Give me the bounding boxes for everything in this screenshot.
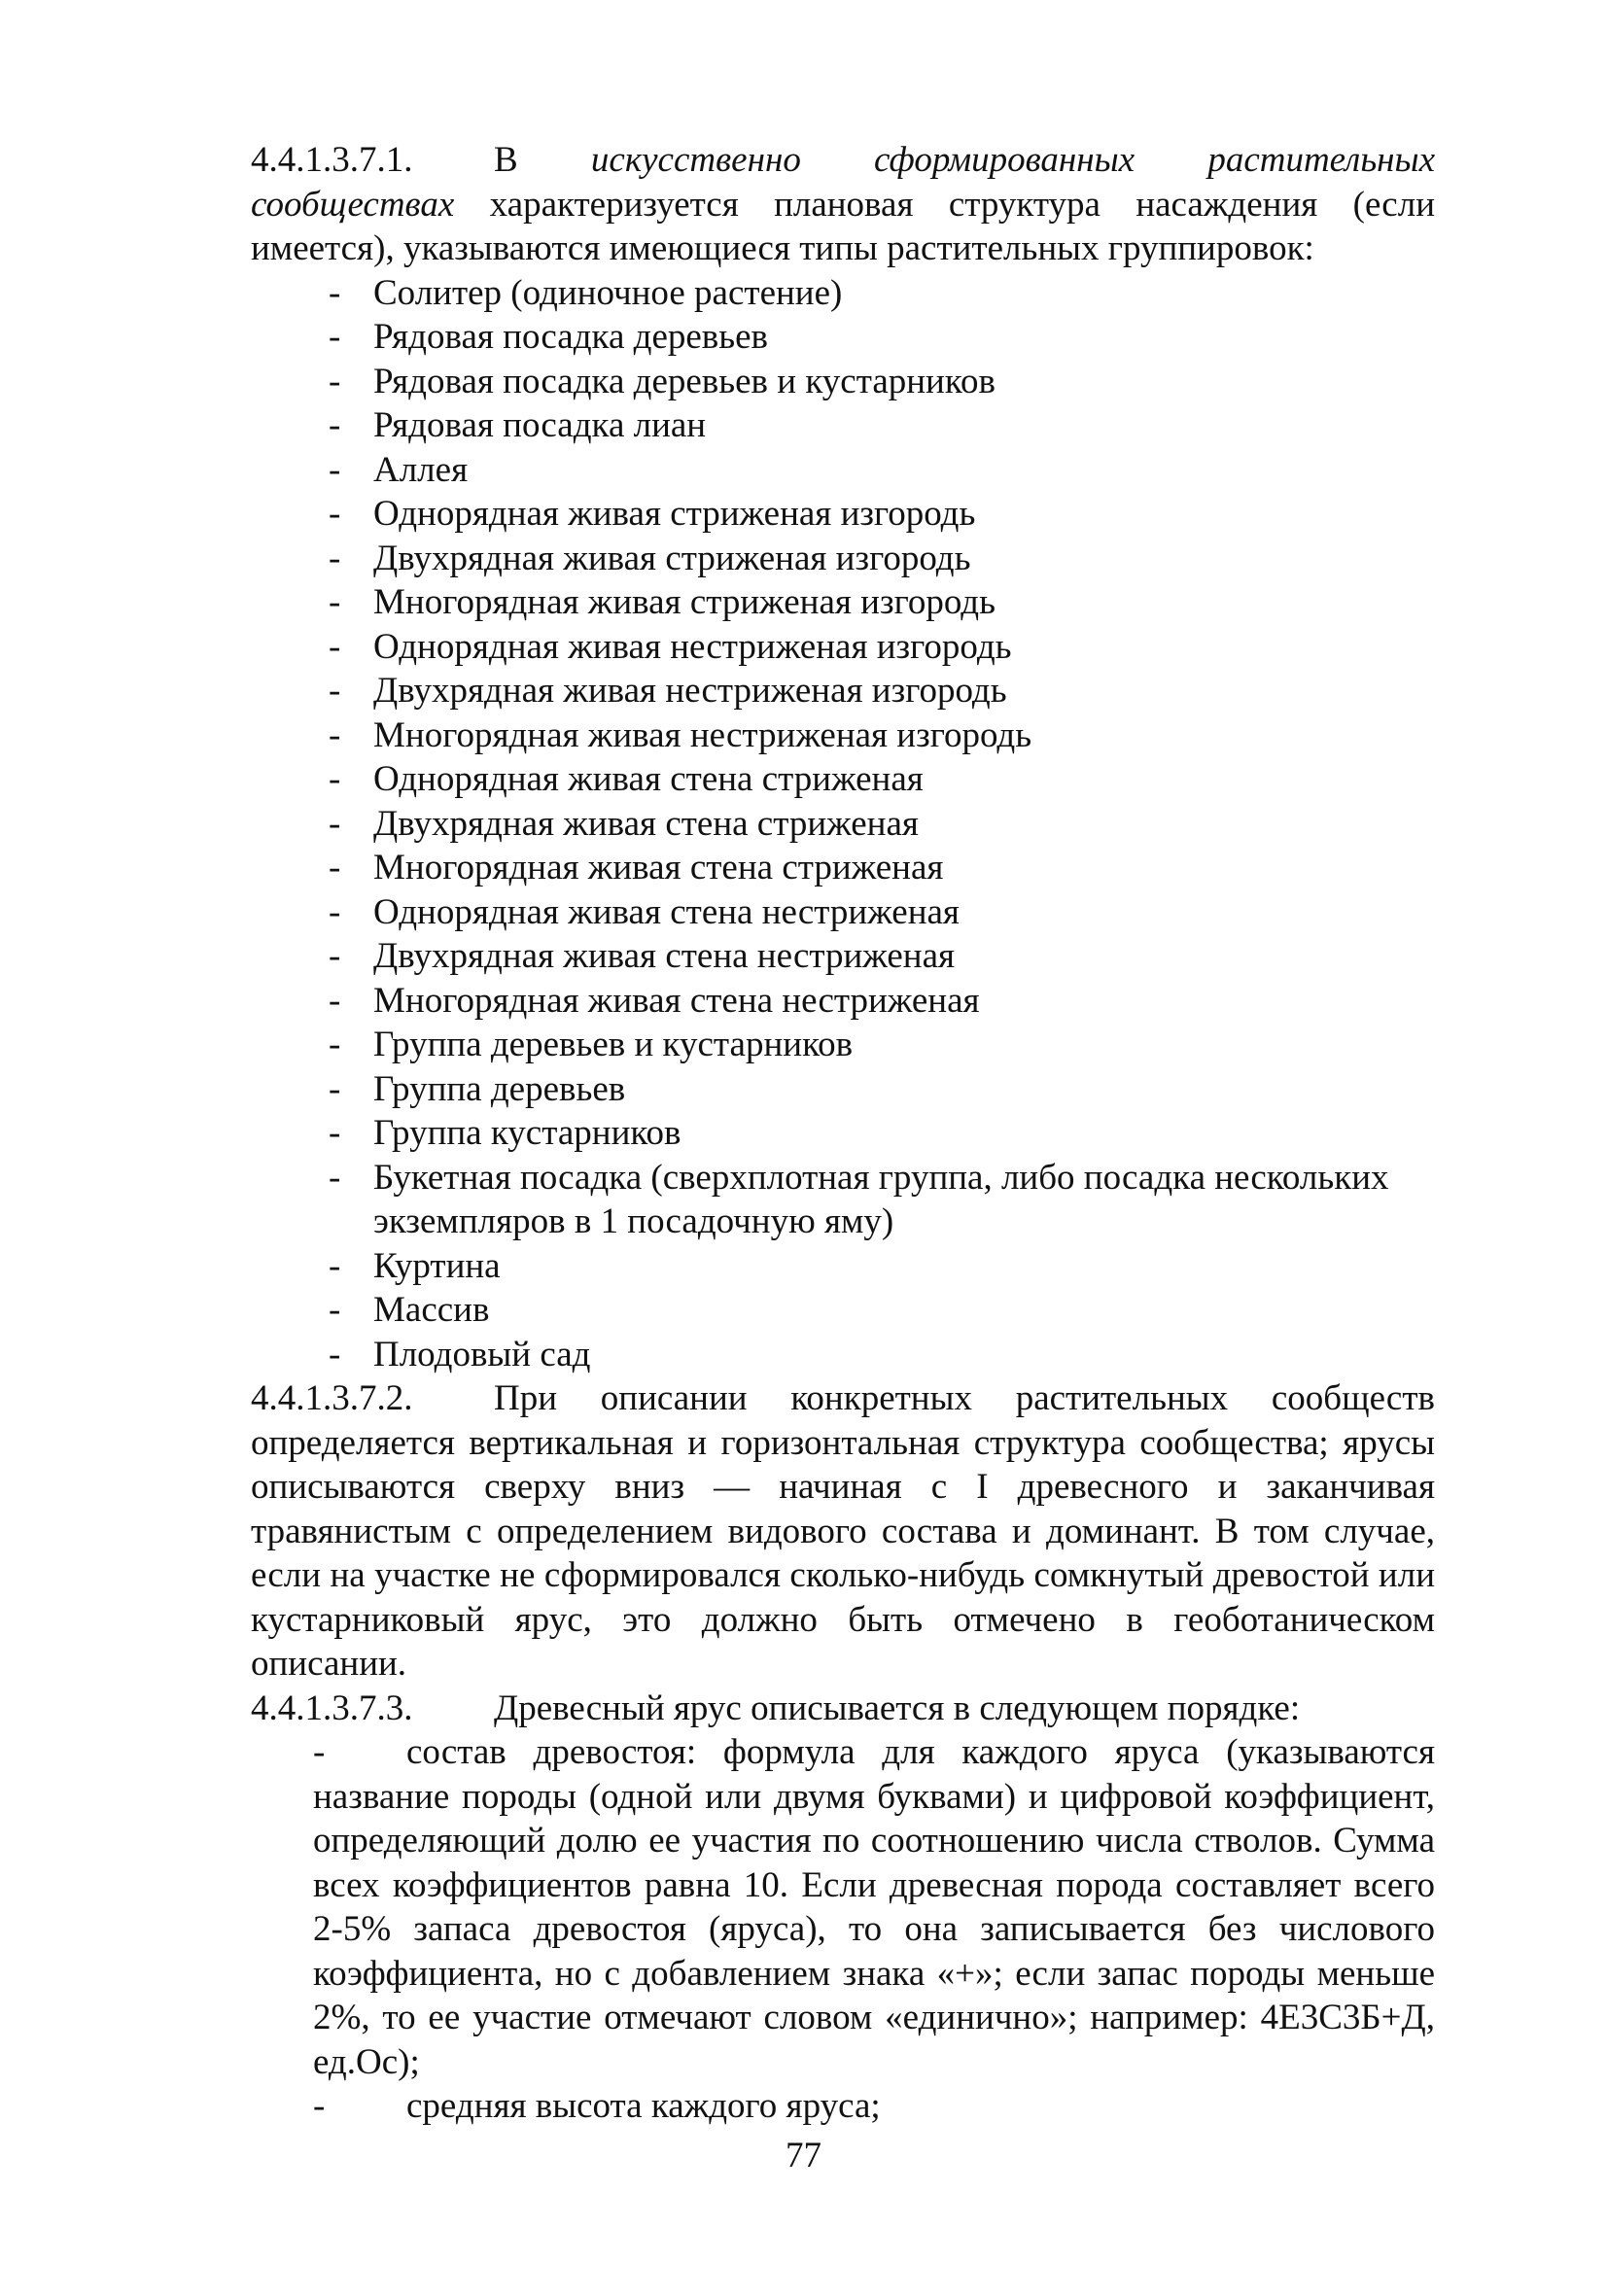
dash-marker: - [329,626,341,667]
paragraph-text: Древесный ярус описывается в следующем порядке: [494,1687,1301,1728]
dash-marker: - [329,936,341,976]
dash-marker: - [329,1157,341,1198]
list-item: - Однорядная живая стриженая изгородь [329,492,1435,537]
dash-marker: - [329,891,341,932]
dash-marker: - [329,317,341,357]
paragraph-4-4-1-3-7-1 [251,138,1435,271]
list-item: - Аллея [329,448,1435,493]
list-item: - Однорядная живая стена нестриженая [329,890,1435,935]
list-item: - Плодовый сад [329,1333,1435,1377]
page-number: 77 [786,2136,821,2175]
section-number: 4.4.1.3.7.2. [251,1378,413,1418]
dash-marker: - [329,538,341,578]
list-item: - Рядовая посадка деревьев и кустарников [329,360,1435,404]
list-item: - Рядовая посадка деревьев [329,315,1435,360]
list-item: - Группа деревьев [329,1067,1435,1112]
italic-term: искусственно сформированных растительных сообществах [251,140,1435,225]
list-item: - Однорядная живая стена стриженая [329,757,1435,802]
dash-marker: - [329,1245,341,1286]
list-item: - Многорядная живая стена стриженая [329,846,1435,890]
dash-marker: - [329,272,341,313]
section-number: 4.4.1.3.7.3. [251,1687,413,1728]
list-item: - Двухрядная живая стена стриженая [329,802,1435,847]
list-item: - Группа деревьев и кустарников [329,1023,1435,1067]
list-item: - Многорядная живая стена нестриженая [329,979,1435,1024]
dash-marker: - [329,1290,341,1330]
dash-marker: - [329,714,341,755]
dash-marker: - [329,582,341,622]
dash-marker: - [329,1113,341,1153]
dash-marker: - [329,449,341,490]
dash-marker: - [329,1068,341,1109]
paragraph-text: При описании конкретных растительных сообществ определяется вертикальная и горизонтальная структура сообщества; ярусы описываются сверху вниз — начиная с I древесного и заканчивая травянистым с определением видового состава и доминант. В том случае, если на участке не сформировался сколько-нибудь сомкнутый древостой или кустарниковый ярус, это должно быть отмечено в геоботаническом описании. [251,1378,1435,1684]
list-item: - Двухрядная живая стена нестриженая [329,934,1435,979]
list-item: - Однорядная живая нестриженая изгородь [329,625,1435,670]
tree-layer-item-composition [313,1730,1435,2084]
list-item: - Двухрядная живая нестриженая изгородь [329,669,1435,713]
dash-marker: - [329,1025,341,1064]
list-item: - Многорядная живая нестриженая изгородь [329,713,1435,758]
list-item: - Массив [329,1288,1435,1333]
section-number: 4.4.1.3.7.1. [251,140,413,180]
page-body [251,138,1435,2129]
dash-marker: - [329,759,341,799]
dash-marker: - [329,980,341,1021]
paragraph-4-4-1-3-7-2 [251,1376,1435,1687]
paragraph-lead: В [494,140,591,180]
list-item: - Солитер (одиночное растение) [329,271,1435,316]
dash-marker: - [313,1732,326,1772]
grouping-types-list [251,271,1435,1377]
dash-marker: - [329,361,341,401]
list-item: - Многорядная живая стриженая изгородь [329,580,1435,625]
list-item: - Двухрядная живая стриженая изгородь [329,537,1435,581]
dash-marker: - [329,803,341,844]
tree-layer-item-height [313,2084,1435,2129]
dash-marker: - [329,848,341,887]
list-item: - Рядовая посадка лиан [329,403,1435,448]
list-item: - Группа кустарников [329,1111,1435,1156]
paragraph-text: характеризуется плановая структура насаждения (если имеется), указываются имеющиеся типы растительных группировок: [251,184,1435,268]
list-item: - Куртина [329,1244,1435,1289]
list-item: - Букетная посадка (сверхплотная группа, либо посадка нескольких экземпляров в 1 посадочную яму) [329,1157,1389,1241]
dash-marker: - [313,2086,326,2126]
item-text: состав древостоя: формула для каждого яруса (указываются название породы (одной или двумя буквами) и цифровой коэффициент, определяющий долю ее участия по соотношению числа стволов. Сумма всех коэффициентов равна 10. Если древесная порода составляет всего 2-5% запаса древостоя (яруса), то она записывается без числового коэффициента, но с добавлением знака «+»; если запас породы меньше 2%, то ее участие отмечают словом «единично»; например: 4Е3С3Б+Д, ед.Ос); [313,1732,1435,2082]
dash-marker: - [329,494,341,534]
dash-marker: - [329,671,341,711]
item-text: средняя высота каждого яруса; [406,2086,881,2126]
paragraph-4-4-1-3-7-3 [251,1687,1435,1731]
dash-marker: - [329,1334,341,1374]
dash-marker: - [329,405,341,445]
